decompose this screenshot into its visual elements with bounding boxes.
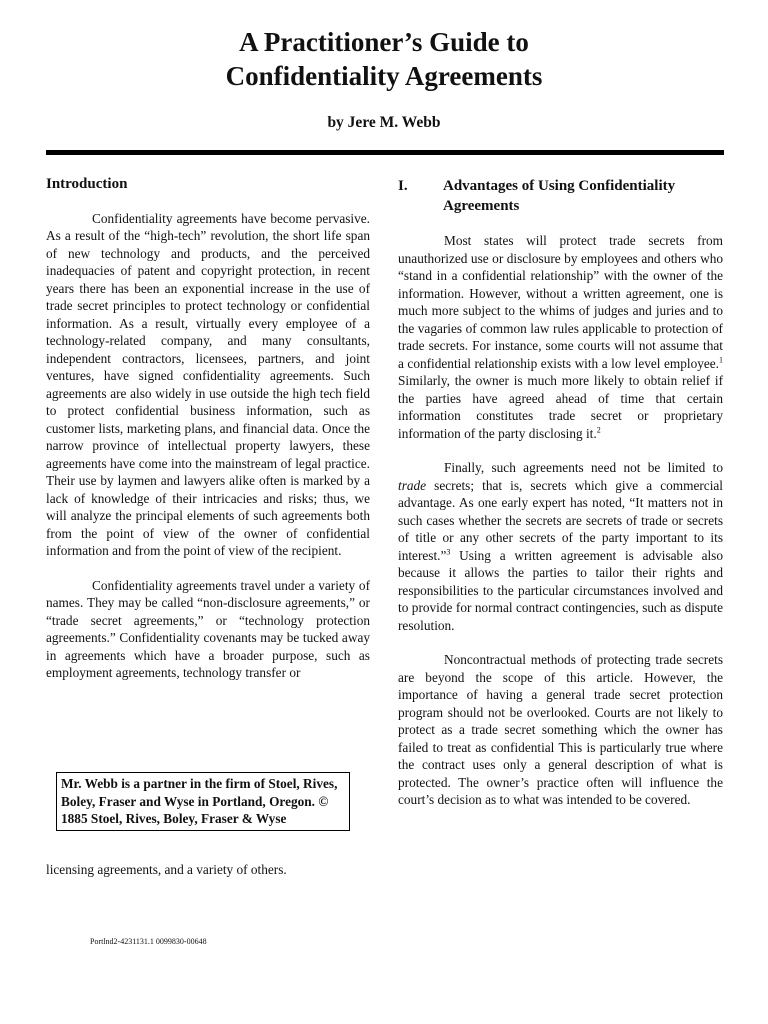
right-column [398,232,723,809]
left-column [46,176,370,682]
footnote-ref-3: 3 [446,547,451,557]
advantages-paragraph-1-text-a: Most states will protect trade secrets from unauthorized use or disclosure by employees and others who “stand in a confidential relationship” with the owner of the information. However, without a written agreement, one is much more subject to the whims of judges and juries and to the vagaries of common law rules applicable to protection of trade secrets. For instance, some courts will not assume that a confidential relationship exists with a low level employee. [398,233,723,371]
section-title-line-1: Advantages of Using Confidentiality [443,178,676,194]
advantages-paragraph-2 [398,459,723,634]
advantages-paragraph-3: Noncontractual methods of protecting trade secrets are beyond the scope of this article. However, the importance of having a general trade secret protection program should not be overlooked. Courts are not likely to protect as a trade secret something which the owner has failed to treat as confidential This is particularly true where the contract uses only a general description of what is protected. The owner’s practice often will influence the court’s decision as to what was intended to be covered. [398,652,723,807]
horizontal-rule [46,150,724,155]
title-line-1: A Practitioner’s Guide to [239,27,529,57]
intro-paragraph-2: Confidentiality agreements travel under a variety of names. They may be called “non-disclosure agreements,” or “trade secret agreements,” or “technology protection agreements.” Confidentiality covenants may be tucked away in agreements which have a broader purpose, such as employment agreements, technology transfer or [46,577,370,680]
advantages-paragraph-2-text-c: Using a written agreement is advisable also because it allows the parties to tailor their rights and responsibilities to the particular circumstances involved and to provide for normal contract contingencies, such as dispute resolution. [398,547,723,633]
advantages-paragraph-1 [398,232,723,442]
intro-paragraph-1: Confidentiality agreements have become pervasive. As a result of the “high-tech” revolution, the short life span of new technology and products, and the perceived inadequacies of patent and copyright protection, in recent years there has been an exponential increase in the use of trade secret principles to protect technology or confidential information. As a result, virtually every employee of a technology-related company, and many consultants, independent contractors, licensees, partners, and joint ventures, have signed confidentiality agreements. Such agreements are also widely in use outside the high tech field to protect confidential business information, such as customer lists, marketing plans, and financial data. Once the narrow province of intellectual property lawyers, these agreements have come into the mainstream of legal practice. Their use by laymen and lawyers alike often is marked by a lack of knowledge of their intricacies and risks; thus, we will analyze the principal elements of such agreements both from the point of view of the owner of confidential information and from the point of view of the recipient. [46,210,370,558]
section-number: I. [398,178,408,194]
left-continuation: licensing agreements, and a variety of others. [46,862,287,877]
byline: by Jere M. Webb [327,114,441,131]
section-title [443,176,733,216]
introduction-heading: Introduction [46,176,128,192]
footnote-ref-1: 1 [719,355,723,365]
advantages-paragraph-2-text-a: Finally, such agreements need not be limited to [444,460,723,475]
section-title-line-2: Agreements [443,198,520,214]
footnote-ref-2: 2 [596,425,601,435]
author-note-box: Mr. Webb is a partner in the firm of Stoel, Rives, Boley, Fraser and Wyse in Portland, Oregon. © 1885 Stoel, Rives, Boley, Fraser & Wyse [56,772,350,831]
advantages-paragraph-1-text-b: Similarly, the owner is much more likely to obtain relief if the parties have agreed ahead of time that certain information constitutes trade secret or proprietary information of the party disclosing it. [398,373,723,441]
document-id-footer: Portlnd2-4231131.1 0099830-00648 [90,937,207,946]
trade-italic: trade [398,477,427,493]
title-line-2: Confidentiality Agreements [225,61,543,91]
advantages-paragraph-2-text-b: secrets; that is, secrets which give a commercial advantage. As one early expert has noted, “It matters not in such cases whether the secrets are secrets of trade or secrets of title or any other secrets of the party important to its interest.” [398,477,723,563]
